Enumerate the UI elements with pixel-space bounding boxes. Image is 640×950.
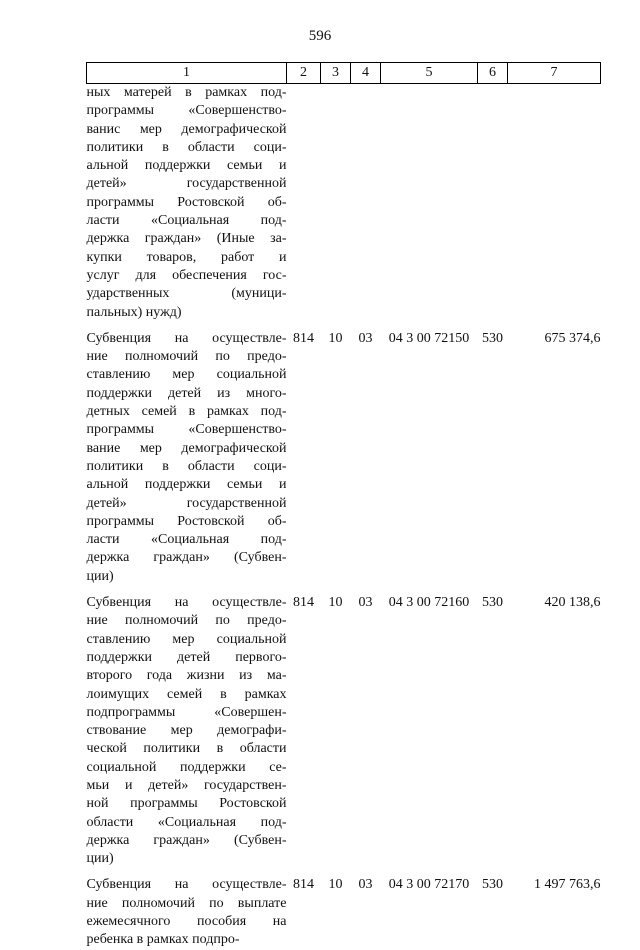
column-header: 2 bbox=[287, 63, 321, 84]
description-line: политики в области соци- bbox=[86, 139, 287, 155]
target-article-cell: 04 3 00 72170 bbox=[388, 877, 470, 893]
column-header: 1 bbox=[87, 63, 287, 84]
target-article-cell bbox=[381, 84, 478, 322]
target-article-cell: 04 3 00 72150 bbox=[388, 330, 470, 346]
description-line: ствование мер демографи- bbox=[86, 723, 287, 739]
description-line: услуг для обеспечения гос- bbox=[86, 267, 287, 283]
description-line: программы Ростовской об- bbox=[86, 194, 287, 210]
description-line: программы «Совершенство- bbox=[86, 103, 287, 119]
page-number: 596 bbox=[308, 28, 332, 44]
ministry-code-cell bbox=[287, 84, 321, 322]
table-row bbox=[87, 322, 601, 586]
description-line: второго года жизни из ма- bbox=[86, 668, 287, 684]
column-header: 3 bbox=[321, 63, 351, 84]
description-line: ребенка в рамках подпро- bbox=[86, 932, 240, 948]
description-line: ставлению мер социальной bbox=[86, 631, 287, 647]
description-line: держка граждан» (Иные за- bbox=[86, 231, 287, 247]
expense-type-cell: 530 bbox=[482, 595, 503, 611]
ministry-code-cell: 814 bbox=[293, 330, 314, 346]
target-article-cell: 04 3 00 72160 bbox=[388, 595, 470, 611]
description-cell bbox=[87, 868, 287, 949]
amount-cell bbox=[508, 84, 601, 322]
table-row bbox=[87, 84, 601, 322]
section-code-cell: 10 bbox=[328, 877, 343, 893]
subsection-code-cell: 03 bbox=[358, 595, 373, 611]
description-line: ние полномочий по предо- bbox=[86, 613, 287, 629]
description-line: мьи и детей» государствен- bbox=[86, 777, 287, 793]
column-header: 6 bbox=[478, 63, 508, 84]
description-line: Субвенция на осуществле- bbox=[86, 595, 287, 611]
description-cell bbox=[87, 84, 287, 322]
amount-cell: 420 138,6 bbox=[544, 595, 601, 611]
description-line: ежемесячного пособия на bbox=[86, 914, 287, 930]
description-line: ние полномочий по выплате bbox=[86, 895, 287, 911]
budget-table bbox=[86, 62, 601, 950]
description-line: ласти «Социальная под- bbox=[86, 532, 287, 548]
subsection-code-cell: 03 bbox=[358, 330, 373, 346]
description-cell bbox=[87, 586, 287, 868]
column-header: 7 bbox=[508, 63, 601, 84]
amount-cell: 1 497 763,6 bbox=[534, 877, 601, 893]
description-line: ние полномочий по предо- bbox=[86, 349, 287, 365]
expense-type-cell: 530 bbox=[482, 330, 503, 346]
description-line: лоимущих семей в рамках bbox=[86, 686, 287, 702]
description-line: Субвенция на осуществле- bbox=[86, 877, 287, 893]
description-line: поддержки детей из много- bbox=[86, 385, 287, 401]
ministry-code-cell: 814 bbox=[293, 595, 314, 611]
expense-type-cell: 530 bbox=[482, 877, 503, 893]
section-code-cell bbox=[321, 84, 351, 322]
description-cell bbox=[87, 322, 287, 586]
description-line: ставлению мер социальной bbox=[86, 367, 287, 383]
section-code-cell: 10 bbox=[328, 595, 343, 611]
description-line: купки товаров, работ и bbox=[86, 249, 287, 265]
description-line: детей» государственной bbox=[86, 176, 287, 192]
description-line: программы Ростовской об- bbox=[86, 513, 287, 529]
ministry-code-cell: 814 bbox=[293, 877, 314, 893]
table-row bbox=[87, 586, 601, 868]
expense-type-cell bbox=[478, 84, 508, 322]
description-line: ции) bbox=[86, 568, 114, 584]
table-header-row bbox=[87, 63, 601, 84]
description-line: ной программы Ростовской bbox=[86, 796, 287, 812]
description-line: детных семей в рамках под- bbox=[86, 404, 287, 420]
description-line: держка граждан» (Субвен- bbox=[86, 550, 287, 566]
description-line: держка граждан» (Субвен- bbox=[86, 832, 287, 848]
description-line: альной поддержки семьи и bbox=[86, 477, 287, 493]
description-line: политики в области соци- bbox=[86, 458, 287, 474]
subsection-code-cell bbox=[351, 84, 381, 322]
description-line: области «Социальная под- bbox=[86, 814, 287, 830]
description-line: программы «Совершенство- bbox=[86, 422, 287, 438]
amount-cell: 675 374,6 bbox=[544, 330, 601, 346]
description-line: детей» государственной bbox=[86, 495, 287, 511]
description-line: ных матерей в рамках под- bbox=[86, 85, 287, 100]
description-line: ласти «Социальная под- bbox=[86, 213, 287, 229]
description-line: ванис мер демографической bbox=[86, 121, 287, 137]
description-line: подпрограммы «Совершен- bbox=[86, 704, 287, 720]
subsection-code-cell: 03 bbox=[358, 877, 373, 893]
description-line: поддержки детей первого- bbox=[86, 649, 287, 665]
description-line: ции) bbox=[86, 851, 114, 867]
column-header: 4 bbox=[351, 63, 381, 84]
description-line: пальных) нужд) bbox=[86, 304, 182, 320]
description-line: альной поддержки семьи и bbox=[86, 158, 287, 174]
description-line: Субвенция на осуществле- bbox=[86, 330, 287, 346]
section-code-cell: 10 bbox=[328, 330, 343, 346]
description-line: социальной поддержки се- bbox=[86, 759, 287, 775]
column-header: 5 bbox=[381, 63, 478, 84]
description-line: ческой политики в области bbox=[86, 741, 287, 757]
description-line: ударственных (муници- bbox=[86, 286, 287, 302]
table-row bbox=[87, 868, 601, 949]
description-line: вание мер демографической bbox=[86, 440, 287, 456]
